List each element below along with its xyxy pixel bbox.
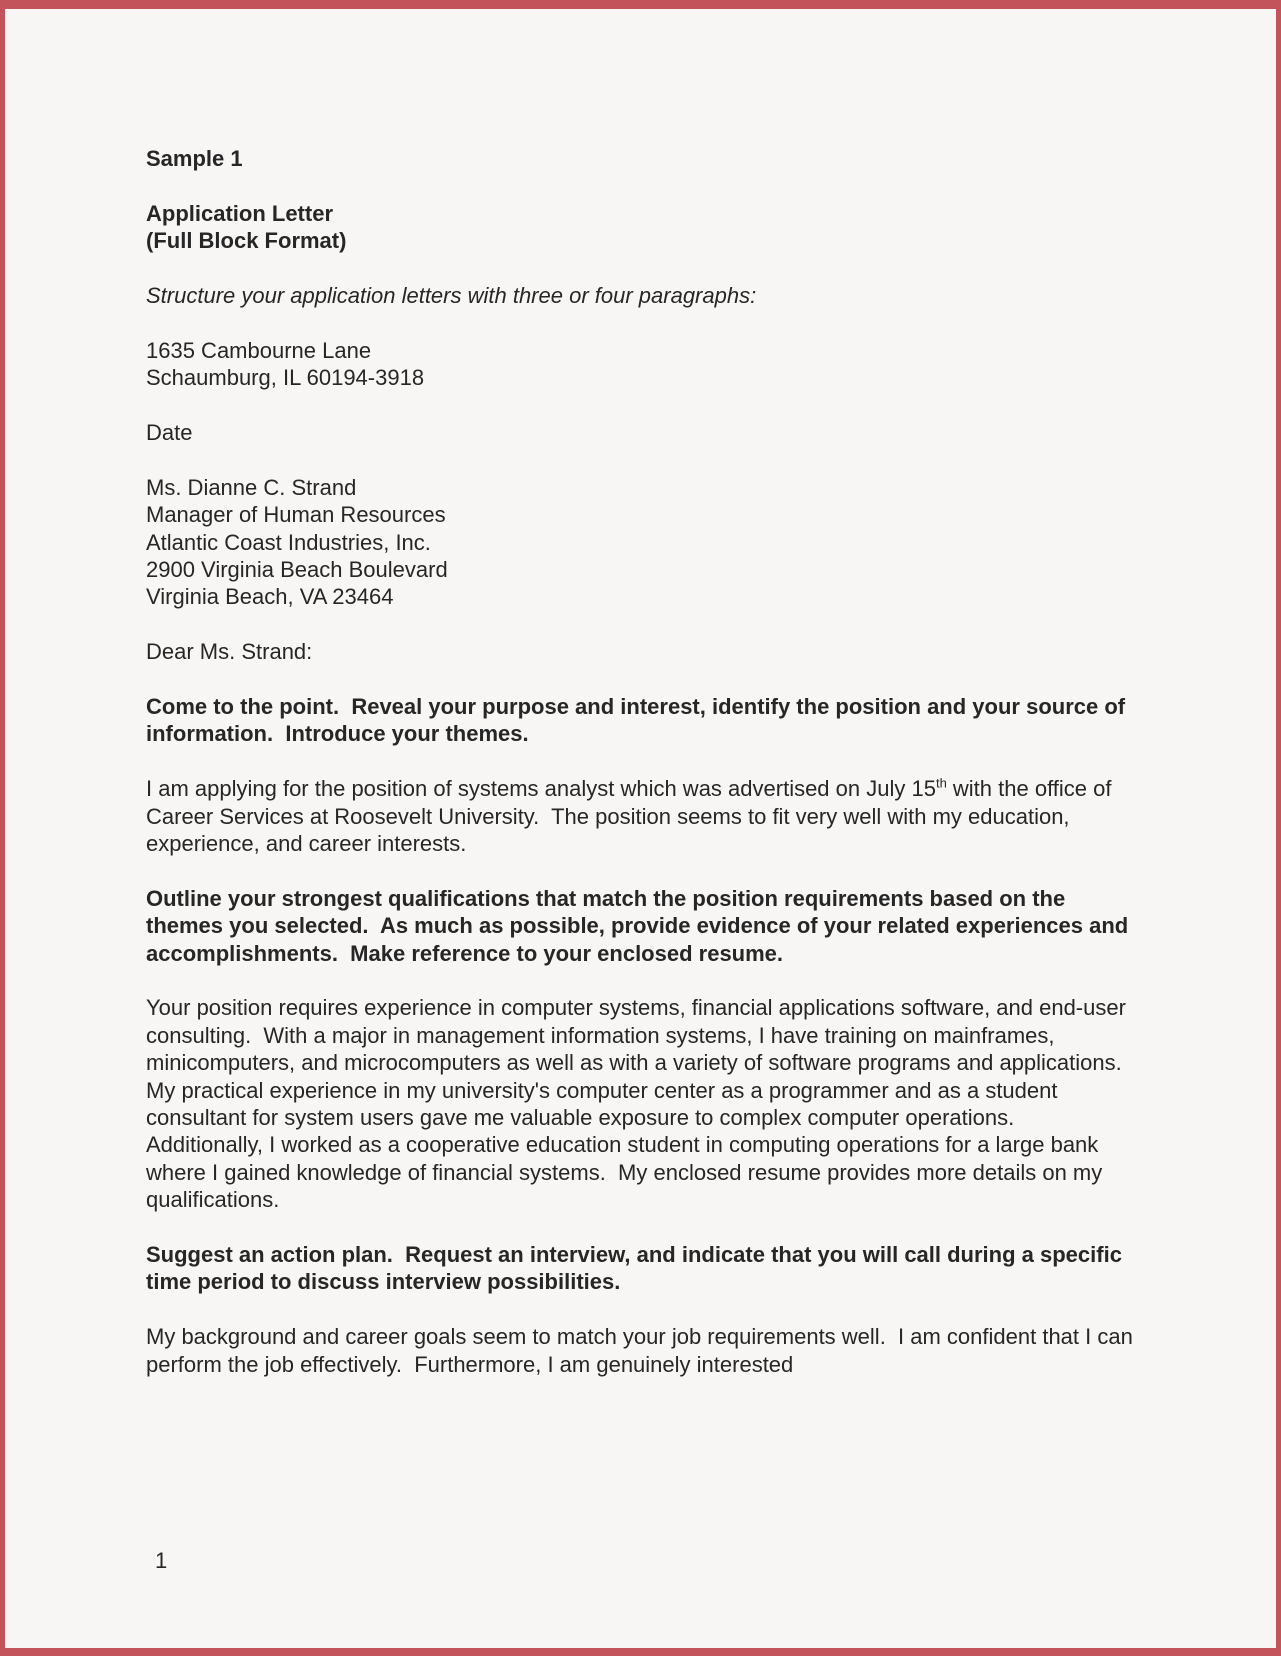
guidance-paragraph-1: Come to the point. Reveal your purpose and interest, identify the position and your source of information. Introduce your themes. [146, 694, 1132, 747]
salutation: Dear Ms. Strand: [146, 639, 313, 665]
recipient-block [146, 474, 1141, 611]
page-number: 1 [155, 1548, 168, 1573]
date-placeholder: Date [146, 420, 193, 445]
sample-label: Sample 1 [146, 146, 243, 171]
letter-title-line2: (Full Block Format) [146, 228, 347, 254]
letter-title-line1: Application Letter [146, 200, 334, 226]
body-paragraph-1-continued: with the office of Career Services at Roosevelt University. The position seems to fit very well with my education, experience, and career interests. [146, 776, 1118, 857]
sender-address-line2: Schaumburg, IL 60194-3918 [146, 365, 425, 391]
ordinal-superscript: th [935, 775, 947, 791]
recipient-name: Ms. Dianne C. Strand [146, 474, 357, 500]
sender-address [146, 337, 1141, 392]
recipient-title: Manager of Human Resources [146, 502, 446, 528]
body-paragraph-2: Your position requires experience in computer systems, financial applications software, and end-user consulting. With a major in management information systems, I have training on mainframes, minicomputers, and microcomputers as well as with a variety of software programs and applications. My practical experience in my university's computer center as a programmer and as a student consultant for system users gave me valuable exposure to complex computer operations. Additionally, I worked as a cooperative education student in computing operations for a large bank where I gained knowledge of financial systems. My enclosed resume provides more details on my qualifications. [146, 995, 1134, 1213]
recipient-company: Atlantic Coast Industries, Inc. [146, 529, 431, 555]
body-paragraph-1 [146, 775, 1141, 857]
body-paragraph-1-text: I am applying for the position of systems analyst which was advertised on July 15 [146, 776, 936, 802]
instruction-line: Structure your application letters with three or four paragraphs: [146, 283, 757, 308]
recipient-street: 2900 Virginia Beach Boulevard [146, 557, 448, 583]
body-paragraph-3: My background and career goals seem to match your job requirements well. I am confident that I can perform the job effectively. Furthermore, I am genuinely interested [146, 1324, 1139, 1377]
letter-title [146, 200, 1141, 255]
recipient-city: Virginia Beach, VA 23464 [146, 584, 394, 610]
letter-content [146, 145, 1141, 1405]
sender-address-line1: 1635 Cambourne Lane [146, 337, 372, 363]
guidance-paragraph-3: Suggest an action plan. Request an interview, and indicate that you will call during a specific time period to discuss interview possibilities. [146, 1242, 1129, 1295]
guidance-paragraph-2: Outline your strongest qualifications that match the position requirements based on the themes you selected. As much as possible, provide evidence of your related experiences and accomplishments. Make reference to your enclosed resume. [146, 885, 1135, 966]
